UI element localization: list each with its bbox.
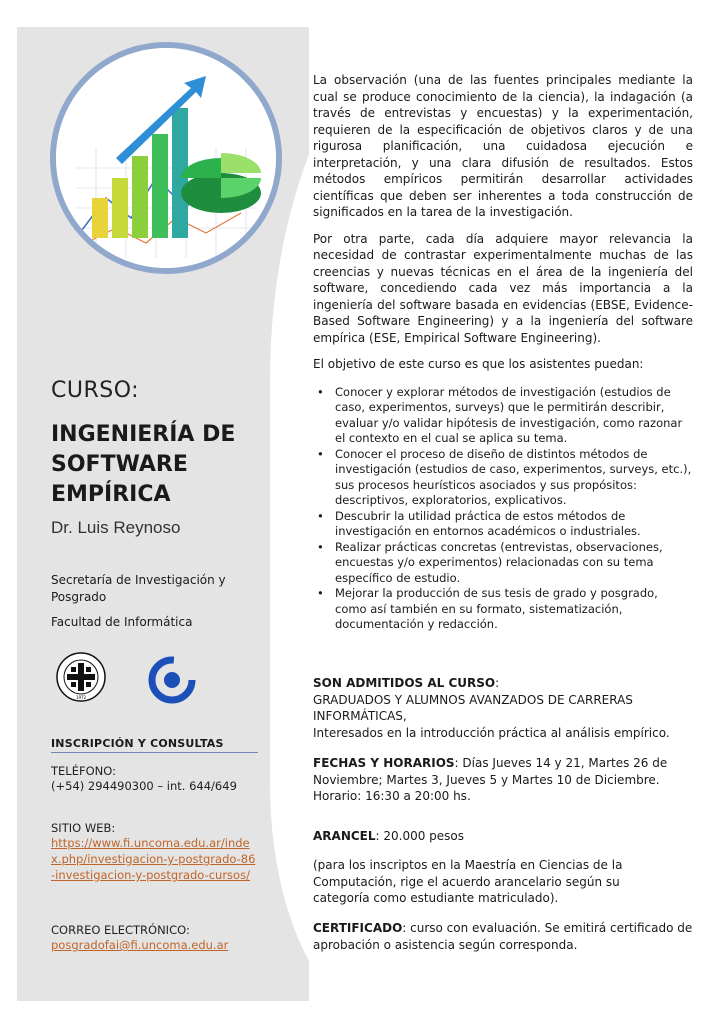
intro-paragraph: La observación (una de las fuentes principales mediante la cual se produce conocimiento de la ciencia), la indagación (a través de entrevistas y encuestas) y la experimentación, requieren de la especificación de objetivos claros y de una rigurosa planificación, una cuidadosa ejecución e interpretación, y una clara difusión de resultados. Estos métodos empíricos permitirán desarrollar actividades científicas que deben ser inherentes a toda construcción de significados en la tarea de la investigación. — [313, 73, 693, 219]
course-title-line: INGENIERÍA DE — [51, 422, 236, 447]
admitidos-text: GRADUADOS Y ALUMNOS AVANZADOS DE CARRERAS INFORMÁTICAS, — [313, 692, 633, 723]
hero-chart-illustration — [50, 42, 282, 274]
objective-intro: El objetivo de este curso es que los asistentes puedan: — [313, 357, 644, 371]
list-item: • Descubrir la utilidad práctica de estos métodos de investigación en entornos académicos o industriales. — [313, 509, 693, 540]
author-name: Dr. Luis Reynoso — [51, 518, 181, 537]
horario-text: Horario: 16:30 a 20:00 hs. — [313, 789, 471, 803]
facultad-label: Facultad de Informática — [51, 615, 193, 629]
arancel-label: ARANCEL — [313, 829, 376, 843]
fechas-label: FECHAS Y HORARIOS — [313, 756, 455, 770]
list-item: • Mejorar la producción de sus tesis de grado y posgrado, como así también en su formato, sistematización, documentación y redacción. — [313, 586, 693, 633]
sitio-web-label: SITIO WEB: — [51, 821, 116, 835]
course-title — [51, 420, 266, 510]
inscriptos-note: (para los inscriptos en la Maestría en Ciencias de la Computación, rige el acuerdo arancelario según su categoría como estudiante matriculado). — [313, 858, 623, 905]
list-item: • Conocer y explorar métodos de investigación (estudios de caso, experimentos, surveys) que le permitirán describir, evaluar y/o validar hipótesis de investigación, como razonar el contexto en el cual se aplica su tema. — [313, 385, 693, 447]
admitidos-label: SON ADMITIDOS AL CURSO — [313, 676, 496, 690]
correo-label: CORREO ELECTRÓNICO: — [51, 923, 190, 937]
faculty-logo — [147, 655, 197, 705]
fechas-section — [313, 755, 698, 805]
list-item: • Conocer el proceso de diseño de distintos métodos de investigación (estudios de caso, experimentos, surveys, etc.), sus procesos heurísticos asociados y sus propósitos: descriptivos, exploratorios, explicativos. — [313, 447, 693, 509]
telefono-value: (+54) 294490300 – int. 644/649 — [51, 779, 237, 793]
curso-label: CURSO: — [51, 378, 140, 403]
correo-link[interactable]: posgradofai@fi.uncoma.edu.ar — [51, 938, 229, 952]
university-seal-logo — [56, 652, 106, 702]
admitidos-section — [313, 675, 698, 741]
certificado-section — [313, 920, 698, 953]
course-title-line: EMPÍRICA — [51, 482, 171, 507]
list-item: • Realizar prácticas concretas (entrevistas, observaciones, encuestas y/o experimentos) relacionadas con su tema específico de estudio. — [313, 540, 693, 587]
context-paragraph: Por otra parte, cada día adquiere mayor relevancia la necesidad de contrastar experimentalmente muchas de las creencias y nuevas técnicas en el área de la ingeniería del software, concediendo cada vez más importancia a la ingeniería del software basada en evidencias (EBSE, Evidence-Based Software Engineering) y a la ingeniería del software empírica (ESE, Empirical Software Engineering). — [313, 231, 693, 345]
certificado-label: CERTIFICADO — [313, 921, 403, 935]
fechas-text: : Días Jueves 14 y 21, Martes 26 de Noviembre; Martes 3, Jueves 5 y Martes 10 de Diciembre. — [313, 756, 668, 787]
arancel-text: : 20.000 pesos — [375, 829, 465, 843]
admitidos-text-2: Interesados en la introducción práctica al análisis empírico. — [313, 725, 670, 740]
course-title-line: SOFTWARE — [51, 452, 188, 477]
certificado-text: : curso con evaluación. Se emitirá certificado de aprobación o asistencia según corresponda. — [313, 921, 693, 952]
telefono-label: TELÉFONO: — [51, 764, 116, 778]
secretaria-label: Secretaría de Investigación y Posgrado — [51, 573, 226, 604]
svg-text:1972: 1972 — [75, 695, 87, 700]
arancel-section — [313, 828, 698, 845]
inscripcion-heading: INSCRIPCIÓN Y CONSULTAS — [51, 737, 258, 753]
admitidos-colon: : — [495, 676, 500, 690]
objectives-list — [313, 385, 693, 633]
course-description — [313, 72, 693, 633]
sitio-web-link[interactable]: https://www.fi.uncoma.edu.ar/index.php/investigacion-y-postgrado-86-investigacion-y-postgrado-cursos/ — [51, 836, 256, 882]
